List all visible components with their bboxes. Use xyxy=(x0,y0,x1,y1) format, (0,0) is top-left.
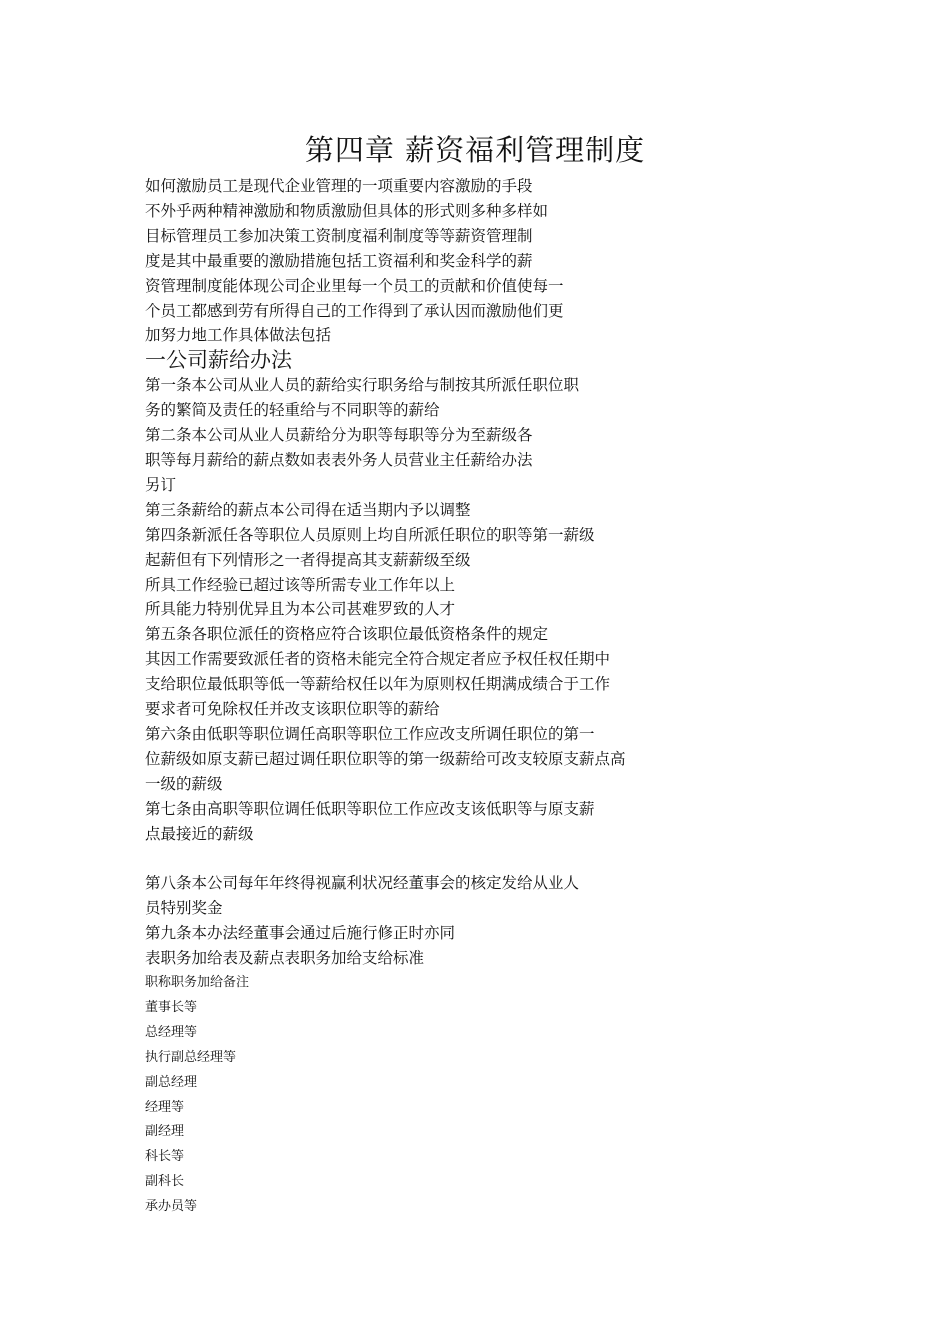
text-line: 要求者可免除权任并改支该职位职等的薪给 xyxy=(145,700,440,719)
text-line: 位薪级如原支薪已超过调任职位职等的第一级薪给可改支较原支薪点高 xyxy=(145,749,626,768)
text-line: 表职务加给表及薪点表职务加给支给标准 xyxy=(145,949,425,968)
text-line: 加努力地工作具体做法包括 xyxy=(145,326,332,345)
text-line: 第七条由高职等职位调任低职等职位工作应改支该低职等与原支薪 xyxy=(145,799,595,818)
table-row: 董事长等 xyxy=(145,999,198,1015)
text-line: 第六条由低职等职位调任高职等职位工作应改支所调任职位的第一 xyxy=(145,724,595,743)
table-row: 执行副总经理等 xyxy=(145,1049,237,1065)
text-line: 支给职位最低职等低一等薪给权任以年为原则权任期满成绩合于工作 xyxy=(145,675,611,694)
text-line: 起薪但有下列情形之一者得提高其支薪薪级至级 xyxy=(145,550,471,569)
text-line: 职等每月薪给的薪点数如表表外务人员营业主任薪给办法 xyxy=(145,450,533,469)
text-line: 第九条本办法经董事会通过后施行修正时亦同 xyxy=(145,924,456,943)
table-row: 科长等 xyxy=(145,1149,185,1165)
table-row: 副经理 xyxy=(145,1124,185,1140)
text-line: 第三条薪给的薪点本公司得在适当期内予以调整 xyxy=(145,500,471,519)
text-line: 如何激励员工是现代企业管理的一项重要内容激励的手段 xyxy=(145,177,533,195)
table-header-row: 职称职务加给备注 xyxy=(145,974,250,990)
text-line: 第八条本公司每年年终得视赢利状况经董事会的核定发给从业人 xyxy=(145,874,580,893)
text-line: 个员工都感到劳有所得自己的工作得到了承认因而激励他们更 xyxy=(145,301,564,320)
text-line: 所具工作经验已超过该等所需专业工作年以上 xyxy=(145,575,456,594)
table-row: 副总经理 xyxy=(145,1074,198,1090)
text-line: 第二条本公司从业人员薪给分为职等每职等分为至薪级各 xyxy=(145,426,533,445)
text-line: 另订 xyxy=(145,475,177,494)
text-line: 第一条本公司从业人员的薪给实行职务给与制按其所派任职位职 xyxy=(145,376,580,395)
section-heading: 一公司薪给办法 xyxy=(145,348,292,373)
text-line: 不外乎两种精神激励和物质激励但具体的形式则多种多样如 xyxy=(145,201,549,220)
document-body xyxy=(145,174,865,1220)
text-line: 第五条各职位派任的资格应符合该职位最低资格条件的规定 xyxy=(145,625,549,644)
table-row: 经理等 xyxy=(145,1099,185,1115)
blank-line xyxy=(145,846,865,871)
text-line: 第四条新派任各等职位人员原则上均自所派任职位的职等第一薪级 xyxy=(145,525,595,544)
text-line: 目标管理员工参加决策工资制度福利制度等等薪资管理制 xyxy=(145,226,533,245)
table-row: 副科长 xyxy=(145,1174,185,1190)
text-line: 一级的薪级 xyxy=(145,774,223,793)
table-row: 总经理等 xyxy=(145,1024,198,1040)
text-line: 度是其中最重要的激励措施包括工资福利和奖金科学的薪 xyxy=(145,251,533,270)
text-line: 点最接近的薪级 xyxy=(145,824,254,843)
table-row: 承办员等 xyxy=(145,1199,198,1215)
text-line: 资管理制度能体现公司企业里每一个员工的贡献和价值使每一 xyxy=(145,276,564,295)
text-line: 其因工作需要致派任者的资格未能完全符合规定者应予权任权任期中 xyxy=(145,650,611,669)
intro-paragraph xyxy=(145,174,865,348)
chapter-title: 第四章 薪资福利管理制度 xyxy=(304,133,646,167)
articles-block-b xyxy=(145,871,865,971)
articles-block-a xyxy=(145,373,865,846)
text-line: 务的繁简及责任的轻重给与不同职等的薪给 xyxy=(145,401,440,420)
position-allowance-table xyxy=(145,971,865,1220)
text-line: 员特别奖金 xyxy=(145,899,223,918)
text-line: 所具能力特别优异且为本公司甚难罗致的人才 xyxy=(145,600,456,619)
